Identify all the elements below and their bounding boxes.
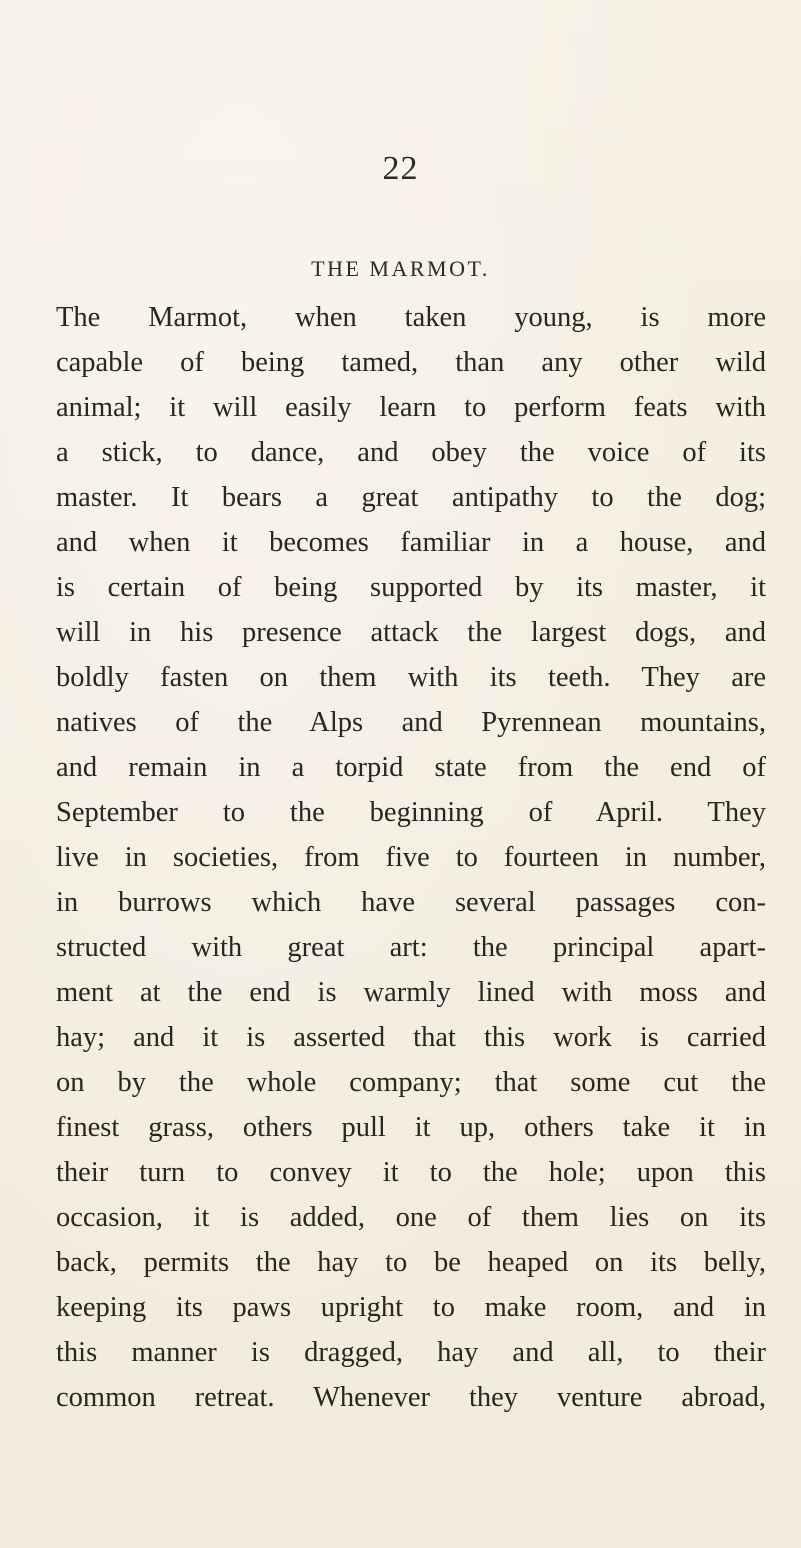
text-line: common retreat. Whenever they venture abroad, (56, 1382, 766, 1413)
text-line: The Marmot, when taken young, is more (56, 302, 766, 333)
chapter-title: THE MARMOT. (311, 256, 490, 281)
page-number: 22 (382, 150, 419, 187)
text-line: live in societies, from five to fourteen in number, (56, 842, 766, 873)
text-line: natives of the Alps and Pyrennean mountains, (56, 707, 766, 738)
text-line: their turn to convey it to the hole; upon this (56, 1157, 766, 1188)
text-line: and when it becomes familiar in a house, and (56, 527, 766, 558)
text-line: hay; and it is asserted that this work is carried (56, 1022, 766, 1053)
text-line: master. It bears a great antipathy to the dog; (56, 482, 766, 513)
text-line: a stick, to dance, and obey the voice of its (56, 437, 766, 468)
text-line: will in his presence attack the largest dogs, and (56, 617, 766, 648)
text-line: structed with great art: the principal apart- (56, 932, 766, 963)
text-line: capable of being tamed, than any other wild (56, 347, 766, 378)
text-line: and remain in a torpid state from the end of (56, 752, 766, 783)
text-line: on by the whole company; that some cut the (56, 1067, 766, 1098)
text-line: occasion, it is added, one of them lies on its (56, 1202, 766, 1233)
text-line: boldly fasten on them with its teeth. They are (56, 662, 766, 693)
text-line: this manner is dragged, hay and all, to their (56, 1337, 766, 1368)
text-line: keeping its paws upright to make room, and in (56, 1292, 766, 1323)
text-line: animal; it will easily learn to perform feats with (56, 392, 766, 423)
text-line: is certain of being supported by its master, it (56, 572, 766, 603)
text-line: back, permits the hay to be heaped on its belly, (56, 1247, 766, 1278)
text-line: in burrows which have several passages con- (56, 887, 766, 918)
text-line: finest grass, others pull it up, others take it in (56, 1112, 766, 1143)
text-line: ment at the end is warmly lined with moss and (56, 977, 766, 1008)
body-text (56, 295, 766, 1420)
text-line: September to the beginning of April. They (56, 797, 766, 828)
